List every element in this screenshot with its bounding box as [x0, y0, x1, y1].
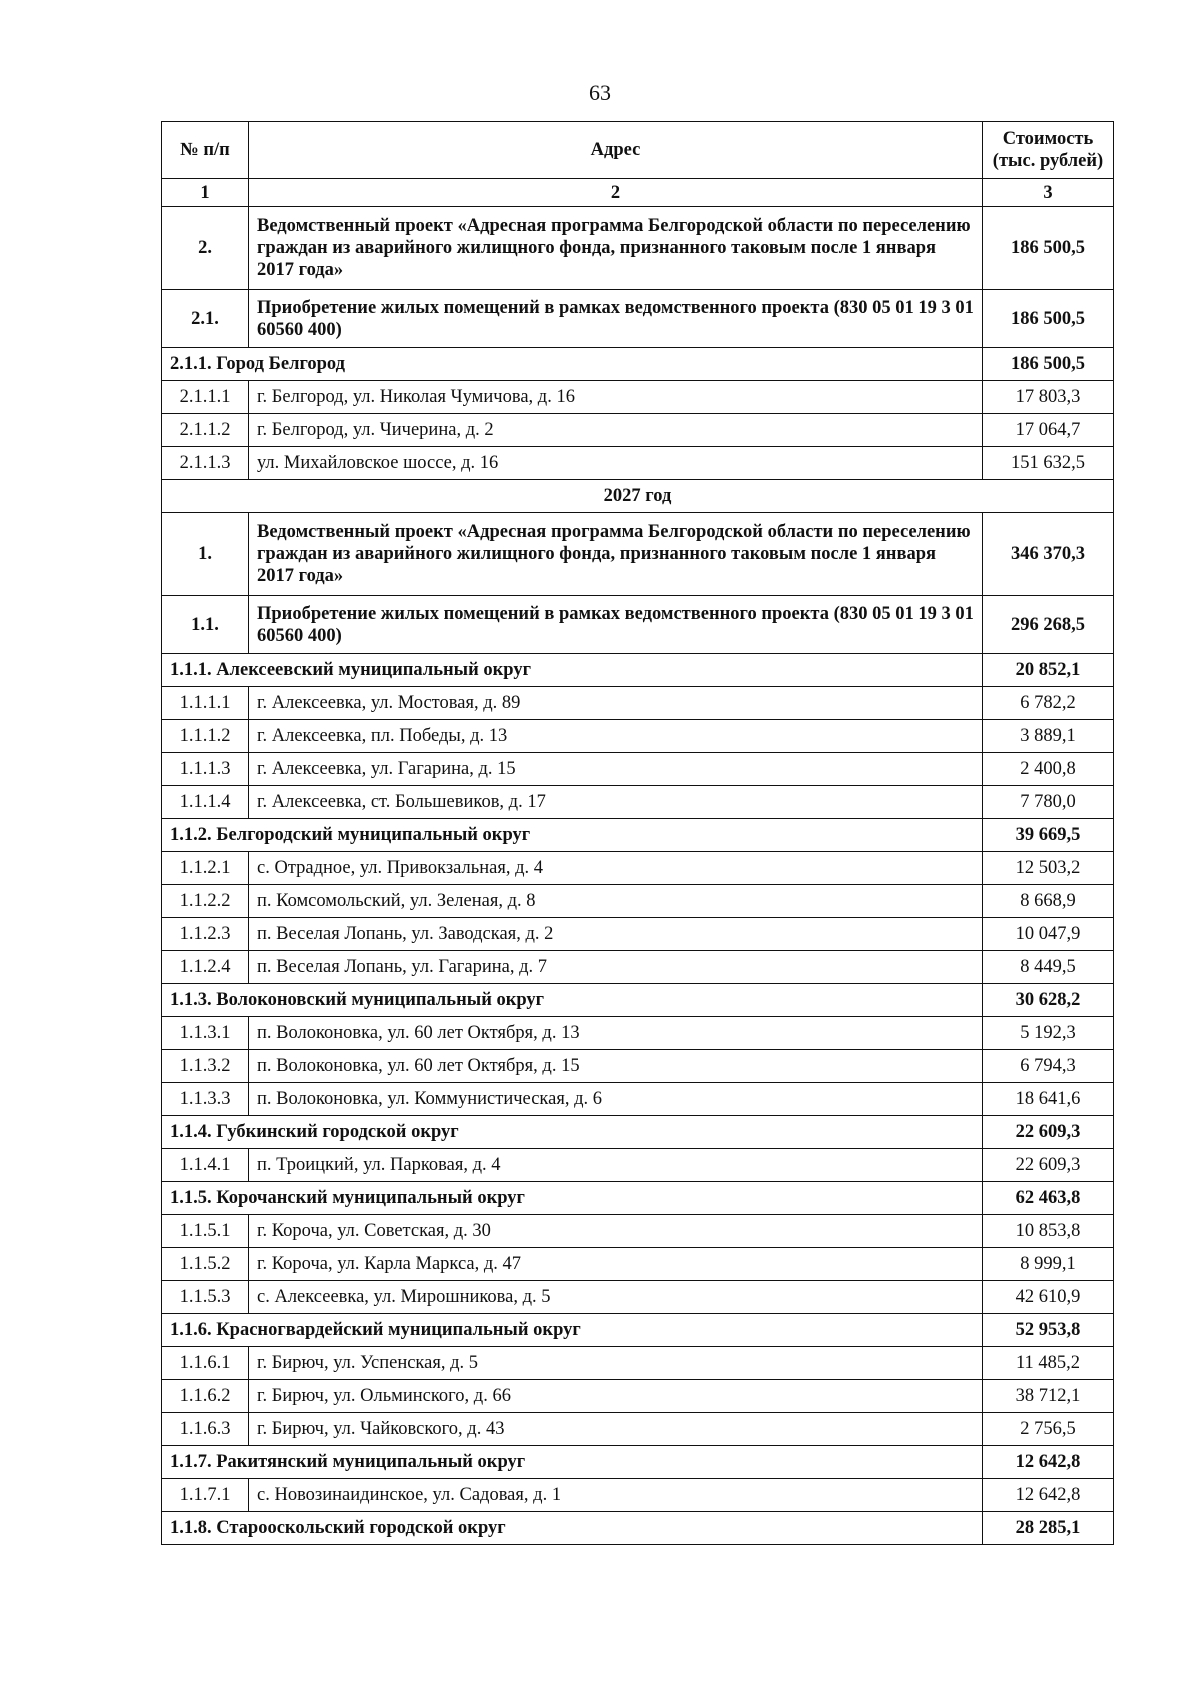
table-row	[162, 852, 1114, 885]
row-cost: 12 503,2	[983, 852, 1114, 885]
project-row	[162, 513, 1114, 596]
row-cost: 5 192,3	[983, 1017, 1114, 1050]
row-number: 1.1.7.1	[162, 1479, 249, 1512]
subtotal-cost: 22 609,3	[983, 1116, 1114, 1149]
row-address: п. Комсомольский, ул. Зеленая, д. 8	[249, 885, 983, 918]
table-row	[162, 885, 1114, 918]
row-cost: 22 609,3	[983, 1149, 1114, 1182]
row-number: 1.1.2.4	[162, 951, 249, 984]
table-row	[162, 786, 1114, 819]
row-cost: 17 064,7	[983, 414, 1114, 447]
page-number: 63	[589, 80, 611, 105]
row-cost: 151 632,5	[983, 447, 1114, 480]
table-row	[162, 753, 1114, 786]
row-number: 1.1.5.1	[162, 1215, 249, 1248]
table-row	[162, 1083, 1114, 1116]
row-number: 2.1.1.3	[162, 447, 249, 480]
table-row	[162, 1347, 1114, 1380]
address-program-table	[161, 121, 1114, 1545]
row-number: 2.1.1.1	[162, 381, 249, 414]
row-cost: 10 047,9	[983, 918, 1114, 951]
row-address: с. Отрадное, ул. Привокзальная, д. 4	[249, 852, 983, 885]
table-body	[162, 207, 1114, 1545]
subtotal-row	[162, 984, 1114, 1017]
row-address: Ведомственный проект «Адресная программа Белгородской области по переселению граждан из аварийного жилищного фонда, признанного таковым после 1 января 2017 года»	[249, 513, 983, 596]
table-row	[162, 1149, 1114, 1182]
table-row	[162, 1413, 1114, 1446]
row-cost: 7 780,0	[983, 786, 1114, 819]
table-row	[162, 720, 1114, 753]
subtotal-cost: 62 463,8	[983, 1182, 1114, 1215]
row-number: 2.1.	[162, 290, 249, 348]
row-address: г. Алексеевка, ул. Гагарина, д. 15	[249, 753, 983, 786]
row-address: г. Белгород, ул. Чичерина, д. 2	[249, 414, 983, 447]
header-address: Адрес	[249, 122, 983, 179]
row-cost: 346 370,3	[983, 513, 1114, 596]
row-cost: 2 756,5	[983, 1413, 1114, 1446]
row-cost: 2 400,8	[983, 753, 1114, 786]
year-row	[162, 480, 1114, 513]
row-number: 1.1.5.3	[162, 1281, 249, 1314]
column-number-2: 2	[249, 179, 983, 207]
table-row	[162, 1479, 1114, 1512]
row-cost: 8 999,1	[983, 1248, 1114, 1281]
row-cost: 8 449,5	[983, 951, 1114, 984]
header-num: № п/п	[162, 122, 249, 179]
row-number: 1.1.2.1	[162, 852, 249, 885]
project-row	[162, 596, 1114, 654]
row-number: 1.1.3.3	[162, 1083, 249, 1116]
row-number: 1.1.6.3	[162, 1413, 249, 1446]
row-number: 1.1.3.1	[162, 1017, 249, 1050]
subtotal-row	[162, 1446, 1114, 1479]
subtotal-cost: 186 500,5	[983, 348, 1114, 381]
subtotal-row	[162, 654, 1114, 687]
table-row	[162, 687, 1114, 720]
row-number: 1.1.1.2	[162, 720, 249, 753]
row-number: 1.	[162, 513, 249, 596]
row-number: 1.1.3.2	[162, 1050, 249, 1083]
row-number: 1.1.1.3	[162, 753, 249, 786]
subtotal-row	[162, 1116, 1114, 1149]
row-number: 1.1.5.2	[162, 1248, 249, 1281]
row-number: 1.1.2.2	[162, 885, 249, 918]
project-row	[162, 207, 1114, 290]
row-address: г. Бирюч, ул. Успенская, д. 5	[249, 1347, 983, 1380]
header-cost	[983, 122, 1114, 179]
project-row	[162, 290, 1114, 348]
subtotal-row	[162, 1182, 1114, 1215]
subtotal-row	[162, 819, 1114, 852]
subtotal-label: 1.1.5. Корочанский муниципальный округ	[162, 1182, 983, 1215]
subtotal-row	[162, 1314, 1114, 1347]
row-cost: 11 485,2	[983, 1347, 1114, 1380]
table-row	[162, 1281, 1114, 1314]
subtotal-cost: 20 852,1	[983, 654, 1114, 687]
subtotal-label: 1.1.8. Старооскольский городской округ	[162, 1512, 983, 1545]
row-address: п. Веселая Лопань, ул. Гагарина, д. 7	[249, 951, 983, 984]
row-address: г. Белгород, ул. Николая Чумичова, д. 16	[249, 381, 983, 414]
row-address: ул. Михайловское шоссе, д. 16	[249, 447, 983, 480]
column-number-3: 3	[983, 179, 1114, 207]
row-address: п. Волоконовка, ул. 60 лет Октября, д. 15	[249, 1050, 983, 1083]
row-cost: 17 803,3	[983, 381, 1114, 414]
row-number: 1.1.6.2	[162, 1380, 249, 1413]
row-number: 1.1.1.1	[162, 687, 249, 720]
column-number-1: 1	[162, 179, 249, 207]
row-number: 1.1.2.3	[162, 918, 249, 951]
table-row	[162, 1050, 1114, 1083]
row-cost: 42 610,9	[983, 1281, 1114, 1314]
row-number: 1.1.4.1	[162, 1149, 249, 1182]
header-cost-line2: (тыс. рублей)	[992, 151, 1104, 171]
row-number: 1.1.	[162, 596, 249, 654]
row-number: 1.1.1.4	[162, 786, 249, 819]
subtotal-cost: 52 953,8	[983, 1314, 1114, 1347]
table-row	[162, 1248, 1114, 1281]
subtotal-label: 1.1.6. Красногвардейский муниципальный округ	[162, 1314, 983, 1347]
row-address: г. Короча, ул. Карла Маркса, д. 47	[249, 1248, 983, 1281]
row-address: п. Волоконовка, ул. 60 лет Октября, д. 13	[249, 1017, 983, 1050]
row-address: г. Алексеевка, пл. Победы, д. 13	[249, 720, 983, 753]
table-row	[162, 447, 1114, 480]
row-cost: 186 500,5	[983, 207, 1114, 290]
subtotal-cost: 28 285,1	[983, 1512, 1114, 1545]
subtotal-label: 1.1.3. Волоконовский муниципальный округ	[162, 984, 983, 1017]
row-address: Приобретение жилых помещений в рамках ведомственного проекта (830 05 01 19 3 01 60560 400)	[249, 290, 983, 348]
row-address: с. Новозинаидинское, ул. Садовая, д. 1	[249, 1479, 983, 1512]
subtotal-cost: 30 628,2	[983, 984, 1114, 1017]
table-row	[162, 414, 1114, 447]
subtotal-cost: 39 669,5	[983, 819, 1114, 852]
table-header-row	[162, 122, 1114, 179]
subtotal-label: 1.1.4. Губкинский городской округ	[162, 1116, 983, 1149]
row-number: 2.	[162, 207, 249, 290]
row-address: г. Бирюч, ул. Ольминского, д. 66	[249, 1380, 983, 1413]
row-address: г. Алексеевка, ул. Мостовая, д. 89	[249, 687, 983, 720]
subtotal-label: 1.1.7. Ракитянский муниципальный округ	[162, 1446, 983, 1479]
subtotal-row	[162, 1512, 1114, 1545]
header-cost-line1: Стоимость	[1002, 129, 1094, 149]
row-address: п. Волоконовка, ул. Коммунистическая, д. 6	[249, 1083, 983, 1116]
row-cost: 38 712,1	[983, 1380, 1114, 1413]
row-cost: 6 782,2	[983, 687, 1114, 720]
row-address: г. Бирюч, ул. Чайковского, д. 43	[249, 1413, 983, 1446]
table-row	[162, 951, 1114, 984]
year-label: 2027 год	[162, 480, 1114, 513]
subtotal-row	[162, 348, 1114, 381]
row-cost: 12 642,8	[983, 1479, 1114, 1512]
table-row	[162, 381, 1114, 414]
row-cost: 186 500,5	[983, 290, 1114, 348]
row-cost: 6 794,3	[983, 1050, 1114, 1083]
row-address: п. Веселая Лопань, ул. Заводская, д. 2	[249, 918, 983, 951]
subtotal-label: 1.1.1. Алексеевский муниципальный округ	[162, 654, 983, 687]
row-cost: 296 268,5	[983, 596, 1114, 654]
row-cost: 8 668,9	[983, 885, 1114, 918]
column-number-row	[162, 179, 1114, 207]
row-address: с. Алексеевка, ул. Мирошникова, д. 5	[249, 1281, 983, 1314]
row-cost: 3 889,1	[983, 720, 1114, 753]
row-cost: 18 641,6	[983, 1083, 1114, 1116]
row-cost: 10 853,8	[983, 1215, 1114, 1248]
subtotal-label: 1.1.2. Белгородский муниципальный округ	[162, 819, 983, 852]
row-address: г. Алексеевка, ст. Большевиков, д. 17	[249, 786, 983, 819]
table-row	[162, 1215, 1114, 1248]
row-number: 1.1.6.1	[162, 1347, 249, 1380]
subtotal-cost: 12 642,8	[983, 1446, 1114, 1479]
row-address: Ведомственный проект «Адресная программа Белгородской области по переселению граждан из аварийного жилищного фонда, признанного таковым после 1 января 2017 года»	[249, 207, 983, 290]
row-number: 2.1.1.2	[162, 414, 249, 447]
row-address: Приобретение жилых помещений в рамках ведомственного проекта (830 05 01 19 3 01 60560 400)	[249, 596, 983, 654]
subtotal-label: 2.1.1. Город Белгород	[162, 348, 983, 381]
table-row	[162, 1380, 1114, 1413]
table-row	[162, 1017, 1114, 1050]
table-row	[162, 918, 1114, 951]
row-address: п. Троицкий, ул. Парковая, д. 4	[249, 1149, 983, 1182]
row-address: г. Короча, ул. Советская, д. 30	[249, 1215, 983, 1248]
